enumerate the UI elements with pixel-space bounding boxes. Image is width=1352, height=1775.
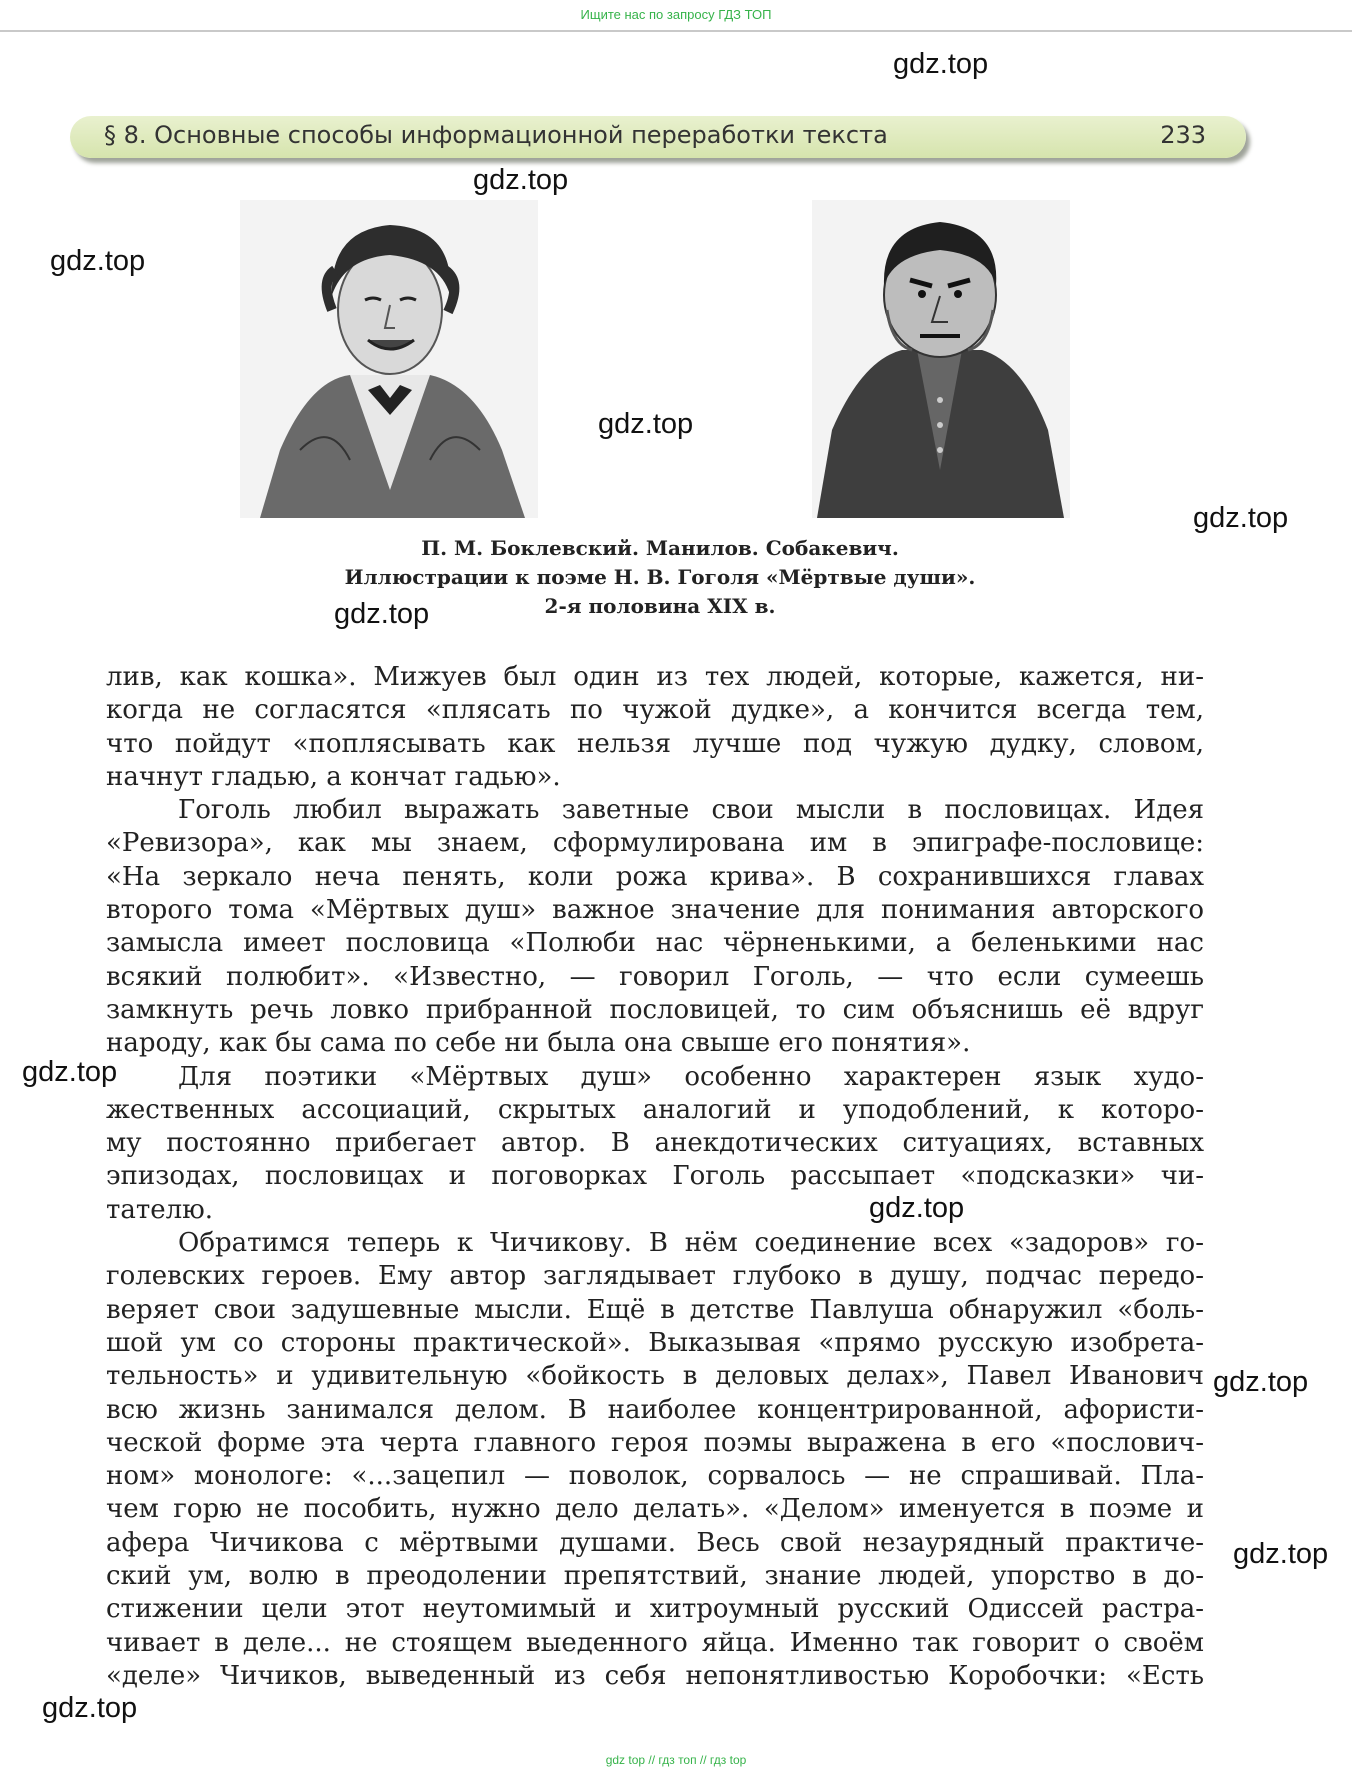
- text-line: второго тома «Мёртвых душ» важное значение для понимания авторского: [106, 895, 1204, 926]
- text-line: ческой форме эта черта главного героя поэмы выражена в его «послович-: [106, 1427, 1204, 1458]
- text-line: замысла имеет пословица «Полюби нас чёрненькими, а беленькими нас: [106, 928, 1204, 959]
- text-line: шой ум со стороны практической». Выказывая «прямо русскую изобрета-: [106, 1327, 1204, 1358]
- watermark: gdz.top: [22, 1056, 118, 1088]
- text-line: жественных ассоциаций, скрытых аналогий и уподоблений, к которо-: [106, 1094, 1204, 1125]
- text-line: эпизодах, пословицах и поговорках Гоголь рассыпает «подсказки» чи-: [106, 1161, 1204, 1192]
- watermark: gdz.top: [598, 408, 694, 440]
- text-line: что пойдут «поплясывать как нельзя лучше под чужую дудку, словом,: [106, 728, 1204, 759]
- text-line: когда не согласятся «плясать по чужой дудке», а кончится всегда тем,: [106, 695, 1204, 726]
- text-line: голевских героев. Ему автор заглядывает глубоко в душу, подчас передо-: [106, 1261, 1204, 1292]
- text-line: ский ум, волю в преодолении препятствий, знание людей, упорство в до-: [106, 1561, 1204, 1592]
- text-line: «На зеркало неча пенять, коли рожа крива». В сохранившихся главах: [106, 861, 1204, 892]
- text-line: начнут гладью, а кончат гадью».: [106, 761, 561, 792]
- text-line: всякий полюбит». «Известно, — говорил Гоголь, — что если сумеешь: [106, 961, 1204, 992]
- watermark: gdz.top: [473, 164, 569, 196]
- caption-line: П. М. Боклевский. Манилов. Собакевич.: [421, 536, 899, 560]
- top-banner: Ищите нас по запросу ГДЗ ТОП: [0, 0, 1352, 32]
- watermark: gdz.top: [50, 245, 146, 277]
- caption-line: Иллюстрации к поэме Н. В. Гоголя «Мёртвые души».: [344, 565, 976, 589]
- text-line: лив, как кошка». Мижуев был один из тех людей, которые, кажется, ни-: [106, 662, 1204, 692]
- watermark: gdz.top: [1213, 1366, 1309, 1398]
- main-text: [106, 661, 1204, 1693]
- text-line: замкнуть речь ловко прибранной пословицей, то сим объяснишь её вдруг: [106, 994, 1204, 1025]
- watermark: gdz.top: [869, 1192, 965, 1224]
- bottom-banner: gdz top // гдз топ // гдз top: [605, 1753, 747, 1767]
- text-line: стижении цели этот неутомимый и хитроумный русский Одиссей растра-: [106, 1594, 1204, 1625]
- text-line: му постоянно прибегает автор. В анекдотических ситуациях, вставных: [106, 1128, 1204, 1159]
- text-line: народу, как бы сама по себе ни была она свыше его понятия».: [106, 1028, 971, 1059]
- section-header: [70, 116, 1246, 158]
- text-line: тателю.: [106, 1194, 214, 1225]
- text-line: тельность» и удивительную «бойкость в деловых делах», Павел Иванович: [106, 1361, 1204, 1392]
- text-line: чем горю не пособить, нужно дело делать». «Делом» именуется в поэме и: [106, 1494, 1204, 1525]
- portrait-manilov-icon: [240, 200, 538, 518]
- text-line: ном» монологе: «...зацепил — поволок, сорвалось — не спрашивай. Пла-: [106, 1461, 1204, 1492]
- text-line: «деле» Чичиков, выведенный из себя непонятливостью Коробочки: «Есть: [106, 1660, 1204, 1691]
- text-line: веряет свои задушевные мысли. Ещё в детстве Павлуша обнаружил «боль-: [106, 1294, 1204, 1325]
- text-line: Гоголь любил выражать заветные свои мысли в пословицах. Идея: [178, 795, 1204, 826]
- watermark: gdz.top: [893, 48, 989, 80]
- portrait-sobakevich-image: [812, 200, 1070, 518]
- text-line: Обратимся теперь к Чичикову. В нём соединение всех «задоров» го-: [178, 1228, 1204, 1259]
- watermark: gdz.top: [42, 1692, 138, 1724]
- text-line: чивает в деле... не стоящем выеденного яйца. Именно так говорит о своём: [106, 1627, 1204, 1658]
- caption-line: 2-я половина XIX в.: [544, 594, 776, 618]
- section-title: § 8. Основные способы информационной переработки текста: [104, 121, 888, 149]
- text-line: «Ревизора», как мы знаем, сформулирована им в эпиграфе-пословице:: [106, 828, 1204, 859]
- portrait-sobakevich-icon: [812, 200, 1070, 518]
- text-line: всю жизнь занимался делом. В наиболее концентрированной, афористи-: [106, 1394, 1204, 1425]
- text-line: Для поэтики «Мёртвых душ» особенно характерен язык худо-: [178, 1061, 1204, 1092]
- watermark: gdz.top: [1193, 502, 1289, 534]
- portrait-manilov-image: [240, 200, 538, 518]
- text-line: афера Чичикова с мёртвыми душами. Весь свой незаурядный практиче-: [106, 1527, 1204, 1558]
- page-number: 233: [1160, 121, 1206, 149]
- watermark: gdz.top: [1233, 1538, 1329, 1570]
- watermark: gdz.top: [334, 598, 430, 630]
